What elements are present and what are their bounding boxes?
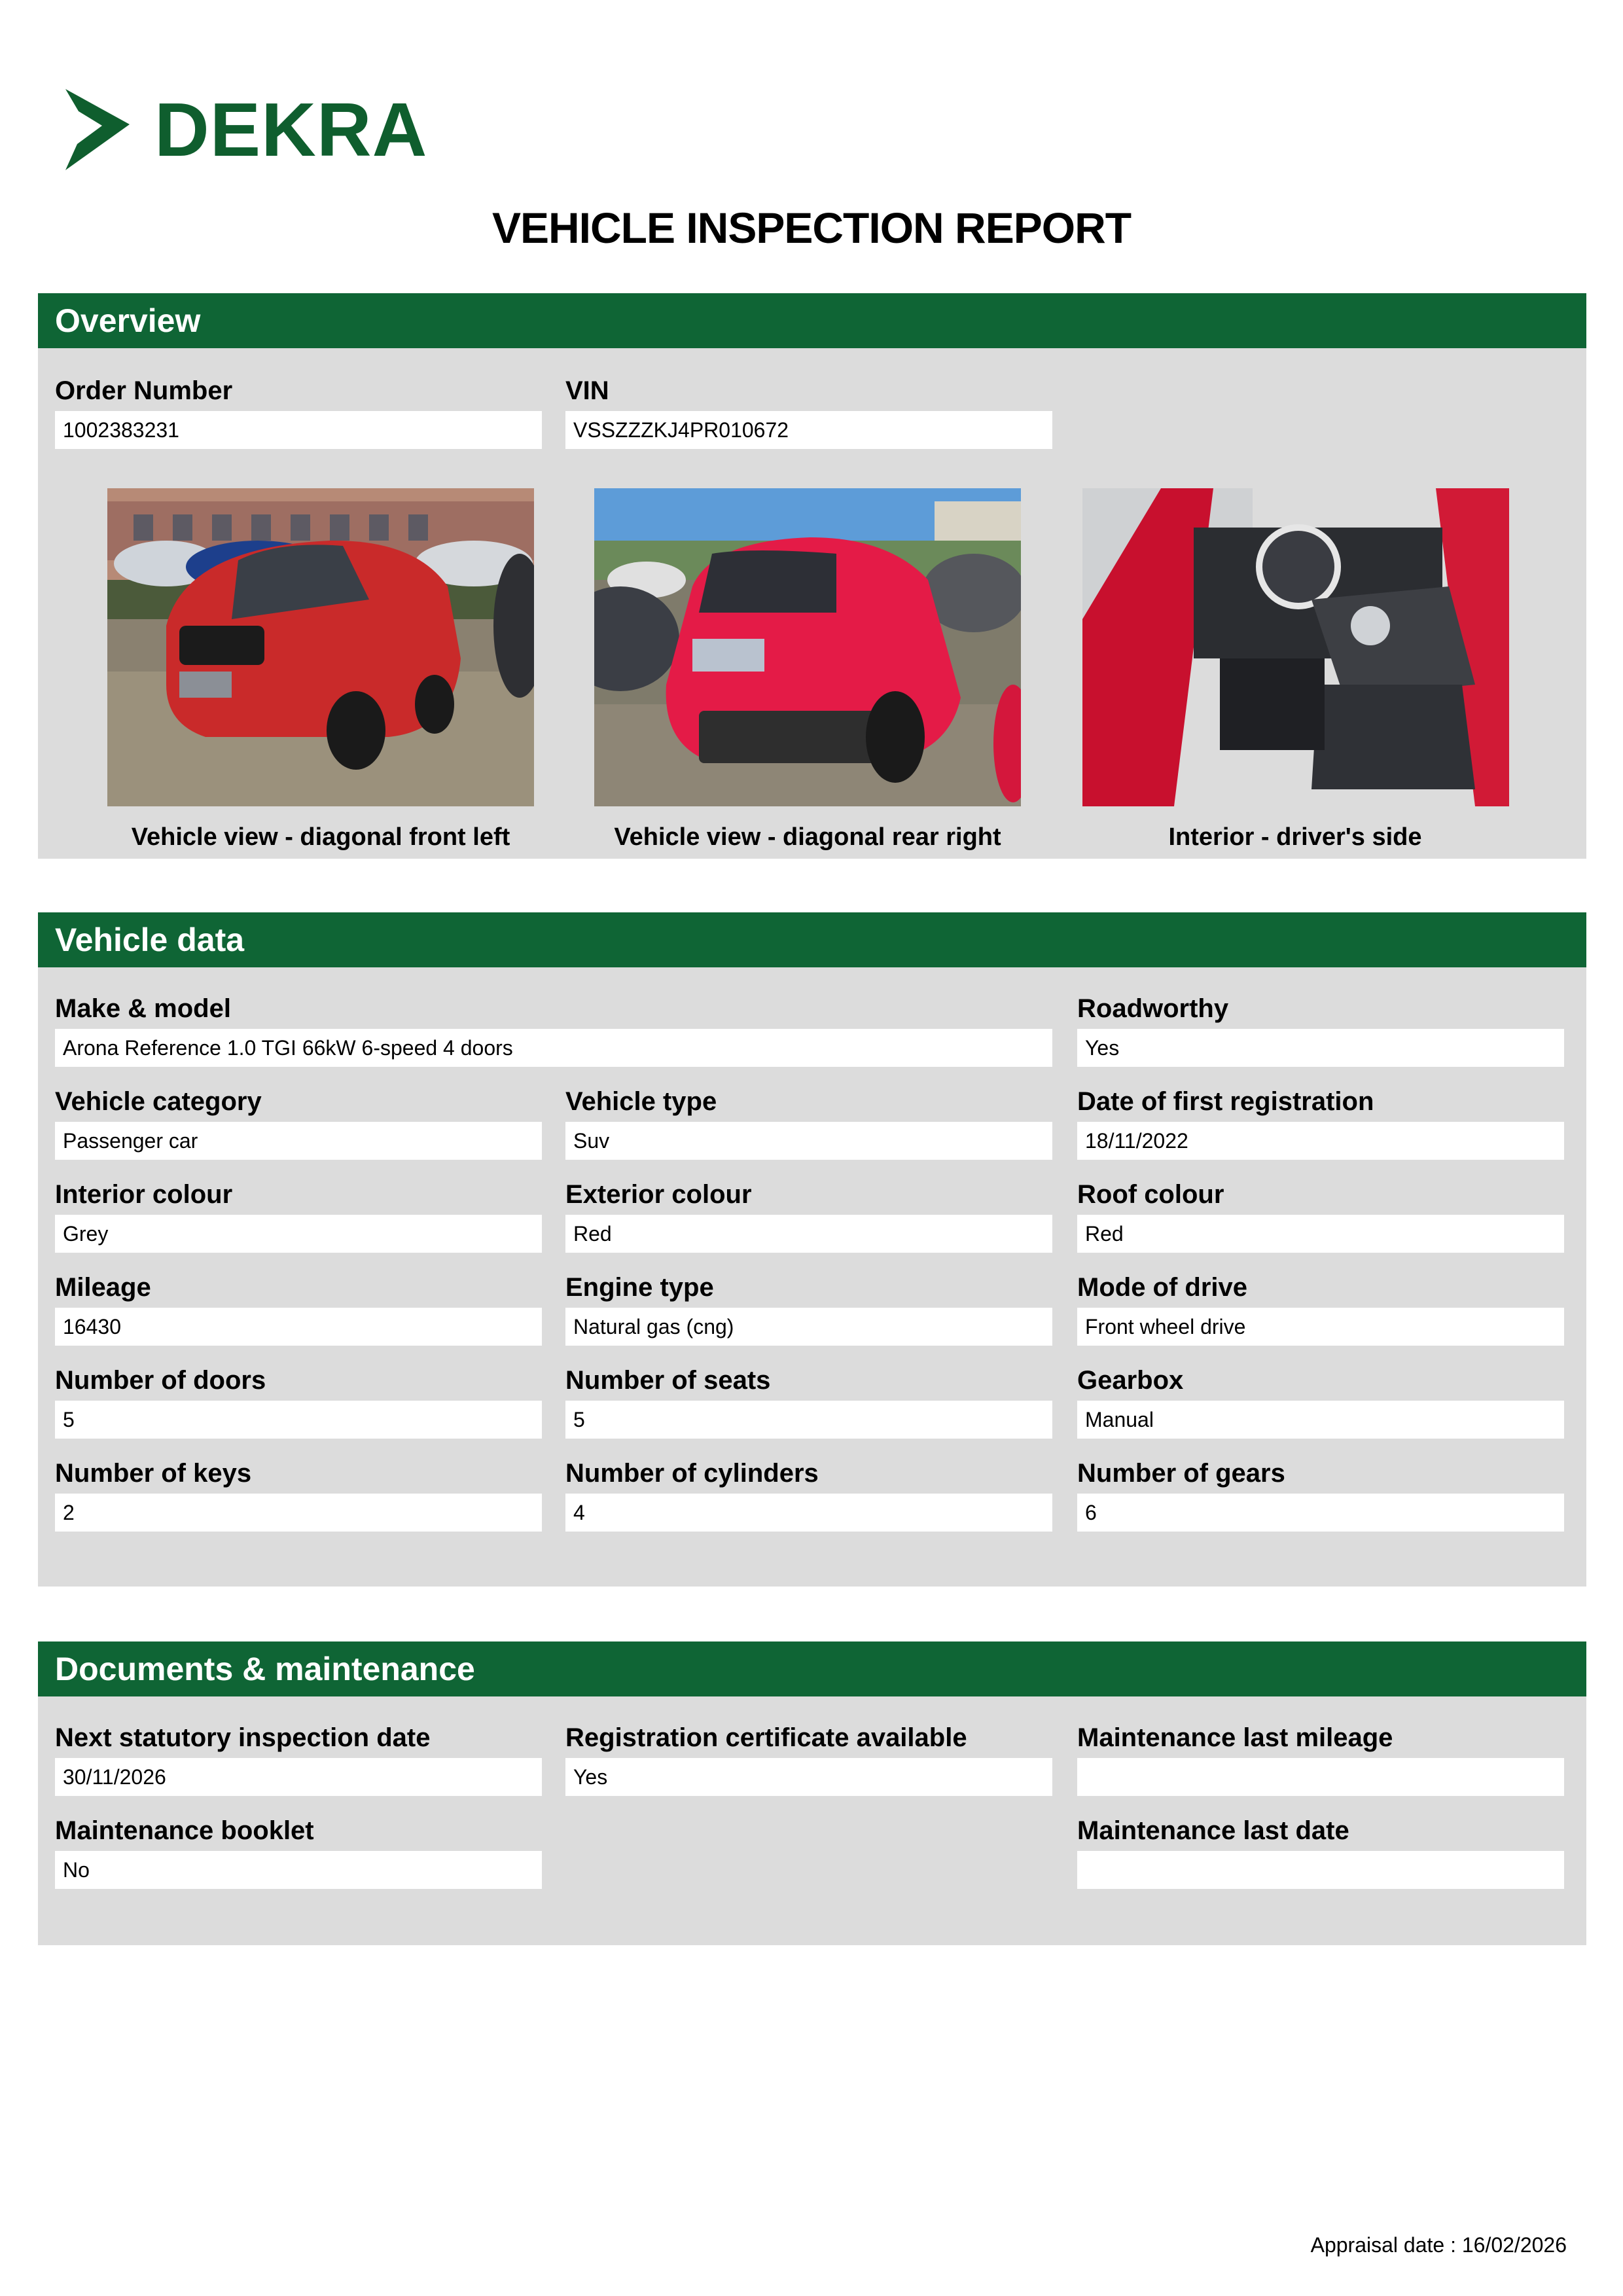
gears-label: Number of gears — [1077, 1459, 1285, 1488]
doors-value: 5 — [55, 1401, 542, 1439]
roof-colour-label: Roof colour — [1077, 1180, 1224, 1209]
vehicle-type-label: Vehicle type — [565, 1087, 717, 1116]
vehicle-type-value: Suv — [565, 1122, 1052, 1160]
order-number-value: 1002383231 — [55, 411, 542, 449]
vehicle-category-value: Passenger car — [55, 1122, 542, 1160]
maintenance-last-date-label: Maintenance last date — [1077, 1816, 1349, 1845]
cylinders-field — [565, 1458, 1052, 1532]
dekra-logo — [59, 84, 427, 175]
overview-section — [38, 293, 1586, 859]
keys-value: 2 — [55, 1494, 542, 1532]
vin-value: VSSZZZKJ4PR010672 — [565, 411, 1052, 449]
registration-certificate-value: Yes — [565, 1758, 1052, 1796]
maintenance-booklet-field — [55, 1816, 542, 1889]
registration-certificate-label: Registration certificate available — [565, 1723, 967, 1752]
seats-value: 5 — [565, 1401, 1052, 1439]
photo-rear-right-caption: Vehicle view - diagonal rear right — [614, 823, 1001, 851]
documents-header: Documents & maintenance — [38, 1641, 1586, 1696]
registration-certificate-field — [565, 1723, 1052, 1796]
photo-rear-right[interactable] — [594, 488, 1021, 806]
keys-field — [55, 1458, 542, 1532]
report-title: VEHICLE INSPECTION REPORT — [491, 204, 1132, 252]
next-inspection-label: Next statutory inspection date — [55, 1723, 431, 1752]
make-model-field — [55, 994, 1052, 1067]
maintenance-last-mileage-value — [1077, 1758, 1564, 1796]
first-registration-field — [1077, 1086, 1564, 1160]
roof-colour-field — [1077, 1179, 1564, 1253]
cylinders-value: 4 — [565, 1494, 1052, 1532]
first-registration-value: 18/11/2022 — [1077, 1122, 1564, 1160]
mileage-field — [55, 1272, 542, 1346]
vehicle-category-label: Vehicle category — [55, 1087, 262, 1116]
dekra-arrow-icon — [59, 84, 135, 175]
mileage-value: 16430 — [55, 1308, 542, 1346]
first-registration-label: Date of first registration — [1077, 1087, 1374, 1116]
maintenance-booklet-label: Maintenance booklet — [55, 1816, 314, 1845]
engine-type-value: Natural gas (cng) — [565, 1308, 1052, 1346]
cylinders-label: Number of cylinders — [565, 1459, 819, 1488]
appraisal-date: Appraisal date : 16/02/2026 — [1310, 2233, 1567, 2257]
maintenance-last-date-field — [1077, 1816, 1564, 1889]
gearbox-field — [1077, 1365, 1564, 1439]
gearbox-label: Gearbox — [1077, 1366, 1184, 1395]
exterior-colour-field — [565, 1179, 1052, 1253]
next-inspection-value: 30/11/2026 — [55, 1758, 542, 1796]
vehicle-category-field — [55, 1086, 542, 1160]
interior-colour-field — [55, 1179, 542, 1253]
roadworthy-value: Yes — [1077, 1029, 1564, 1067]
photo-front-left-caption: Vehicle view - diagonal front left — [131, 823, 510, 851]
gears-value: 6 — [1077, 1494, 1564, 1532]
vin-label: VIN — [565, 376, 609, 405]
brand-name: DEKRA — [154, 87, 428, 172]
photo-interior[interactable] — [1082, 488, 1509, 806]
maintenance-booklet-value: No — [55, 1851, 542, 1889]
vin-field — [565, 376, 1052, 449]
mileage-label: Mileage — [55, 1273, 151, 1302]
maintenance-last-mileage-label: Maintenance last mileage — [1077, 1723, 1393, 1752]
mode-of-drive-label: Mode of drive — [1077, 1273, 1248, 1302]
roadworthy-label: Roadworthy — [1077, 994, 1229, 1023]
exterior-colour-label: Exterior colour — [565, 1180, 752, 1209]
interior-colour-label: Interior colour — [55, 1180, 233, 1209]
roof-colour-value: Red — [1077, 1215, 1564, 1253]
seats-label: Number of seats — [565, 1366, 771, 1395]
vehicle-data-section — [38, 912, 1586, 1587]
make-model-value: Arona Reference 1.0 TGI 66kW 6-speed 4 doors — [55, 1029, 1052, 1067]
engine-type-label: Engine type — [565, 1273, 714, 1302]
maintenance-last-date-value — [1077, 1851, 1564, 1889]
make-model-label: Make & model — [55, 994, 231, 1023]
documents-section — [38, 1641, 1586, 1945]
vehicle-type-field — [565, 1086, 1052, 1160]
overview-header: Overview — [38, 293, 1586, 348]
photo-interior-caption: Interior - driver's side — [1168, 823, 1422, 851]
seats-field — [565, 1365, 1052, 1439]
order-number-field — [55, 376, 542, 449]
mode-of-drive-field — [1077, 1272, 1564, 1346]
order-number-label: Order Number — [55, 376, 233, 405]
doors-field — [55, 1365, 542, 1439]
interior-colour-value: Grey — [55, 1215, 542, 1253]
next-inspection-field — [55, 1723, 542, 1796]
vehicle-data-header: Vehicle data — [38, 912, 1586, 967]
engine-type-field — [565, 1272, 1052, 1346]
exterior-colour-value: Red — [565, 1215, 1052, 1253]
mode-of-drive-value: Front wheel drive — [1077, 1308, 1564, 1346]
keys-label: Number of keys — [55, 1459, 252, 1488]
roadworthy-field — [1077, 994, 1564, 1067]
doors-label: Number of doors — [55, 1366, 266, 1395]
maintenance-last-mileage-field — [1077, 1723, 1564, 1796]
gearbox-value: Manual — [1077, 1401, 1564, 1439]
gears-field — [1077, 1458, 1564, 1532]
photo-front-left[interactable] — [107, 488, 534, 806]
